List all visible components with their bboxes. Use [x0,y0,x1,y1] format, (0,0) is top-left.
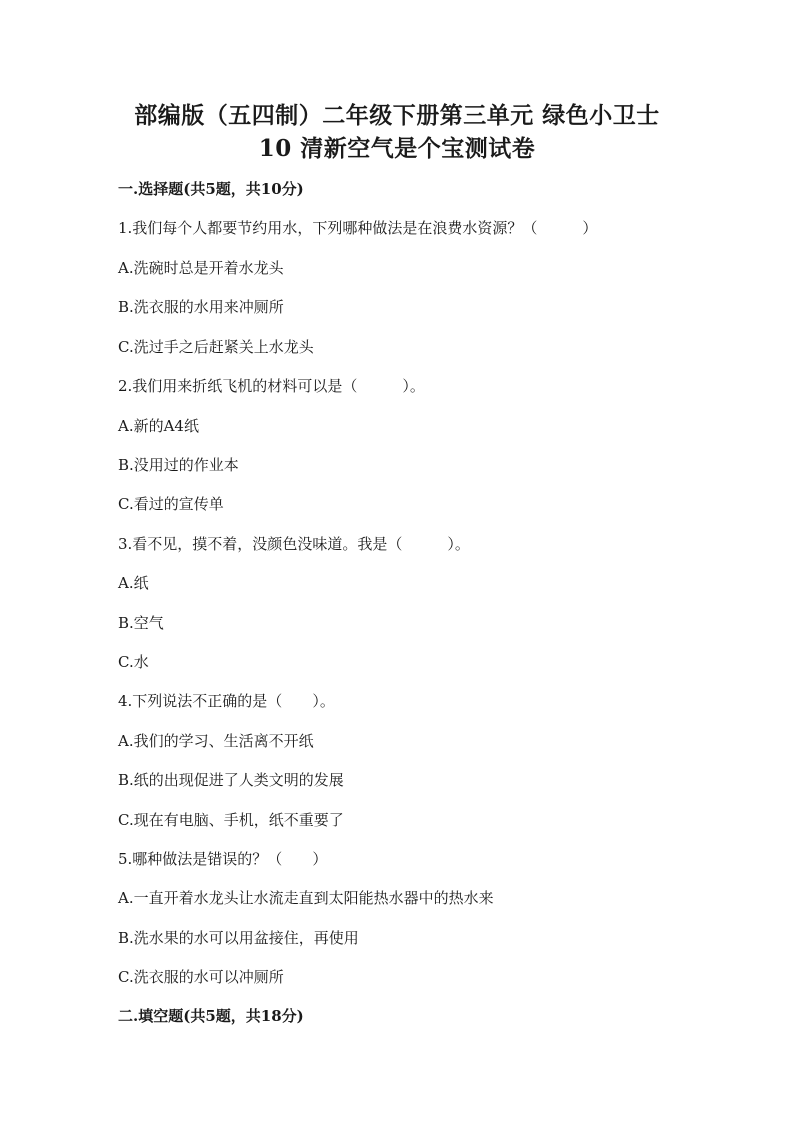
question-2-option-b: B.没用过的作业本 [118,456,239,474]
question-1-stem: 1.我们每个人都要节约用水，下列哪种做法是在浪费水资源？（ ） [118,219,598,237]
question-1-option-c: C.洗过手之后赶紧关上水龙头 [118,338,314,356]
question-1-option-a: A.洗碗时总是开着水龙头 [118,259,284,277]
page-title-line-2: 10 清新空气是个宝测试卷 [258,135,536,162]
question-5-option-c: C.洗衣服的水可以冲厕所 [118,968,284,986]
page-title-line-1: 部编版（五四制）二年级下册第三单元 绿色小卫士 [134,102,660,129]
question-4-option-a: A.我们的学习、生活离不开纸 [118,732,314,750]
question-3-option-c: C.水 [118,653,149,671]
question-5-option-b: B.洗水果的水可以用盆接住，再使用 [118,929,359,947]
question-5-stem: 5.哪种做法是错误的？（ ） [118,850,328,868]
question-4-stem: 4.下列说法不正确的是（ ）。 [118,692,335,710]
question-2-stem: 2.我们用来折纸飞机的材料可以是（ ）。 [118,377,425,395]
question-3-stem: 3.看不见，摸不着，没颜色没味道。我是（ ）。 [118,535,470,553]
question-5-option-a: A.一直开着水龙头让水流走直到太阳能热水器中的热水来 [118,889,494,907]
question-2-option-a: A.新的A4纸 [118,417,199,435]
question-4-option-b: B.纸的出现促进了人类文明的发展 [118,771,344,789]
question-3-option-b: B.空气 [118,614,164,632]
question-4-option-c: C.现在有电脑、手机，纸不重要了 [118,811,344,829]
question-3-option-a: A.纸 [118,574,149,592]
question-1-option-b: B.洗衣服的水用来冲厕所 [118,298,284,316]
section-heading-fill-in: 二.填空题(共5题，共18分) [118,1007,304,1025]
section-heading-choice: 一.选择题(共5题，共10分) [118,180,304,198]
question-2-option-c: C.看过的宣传单 [118,495,224,513]
